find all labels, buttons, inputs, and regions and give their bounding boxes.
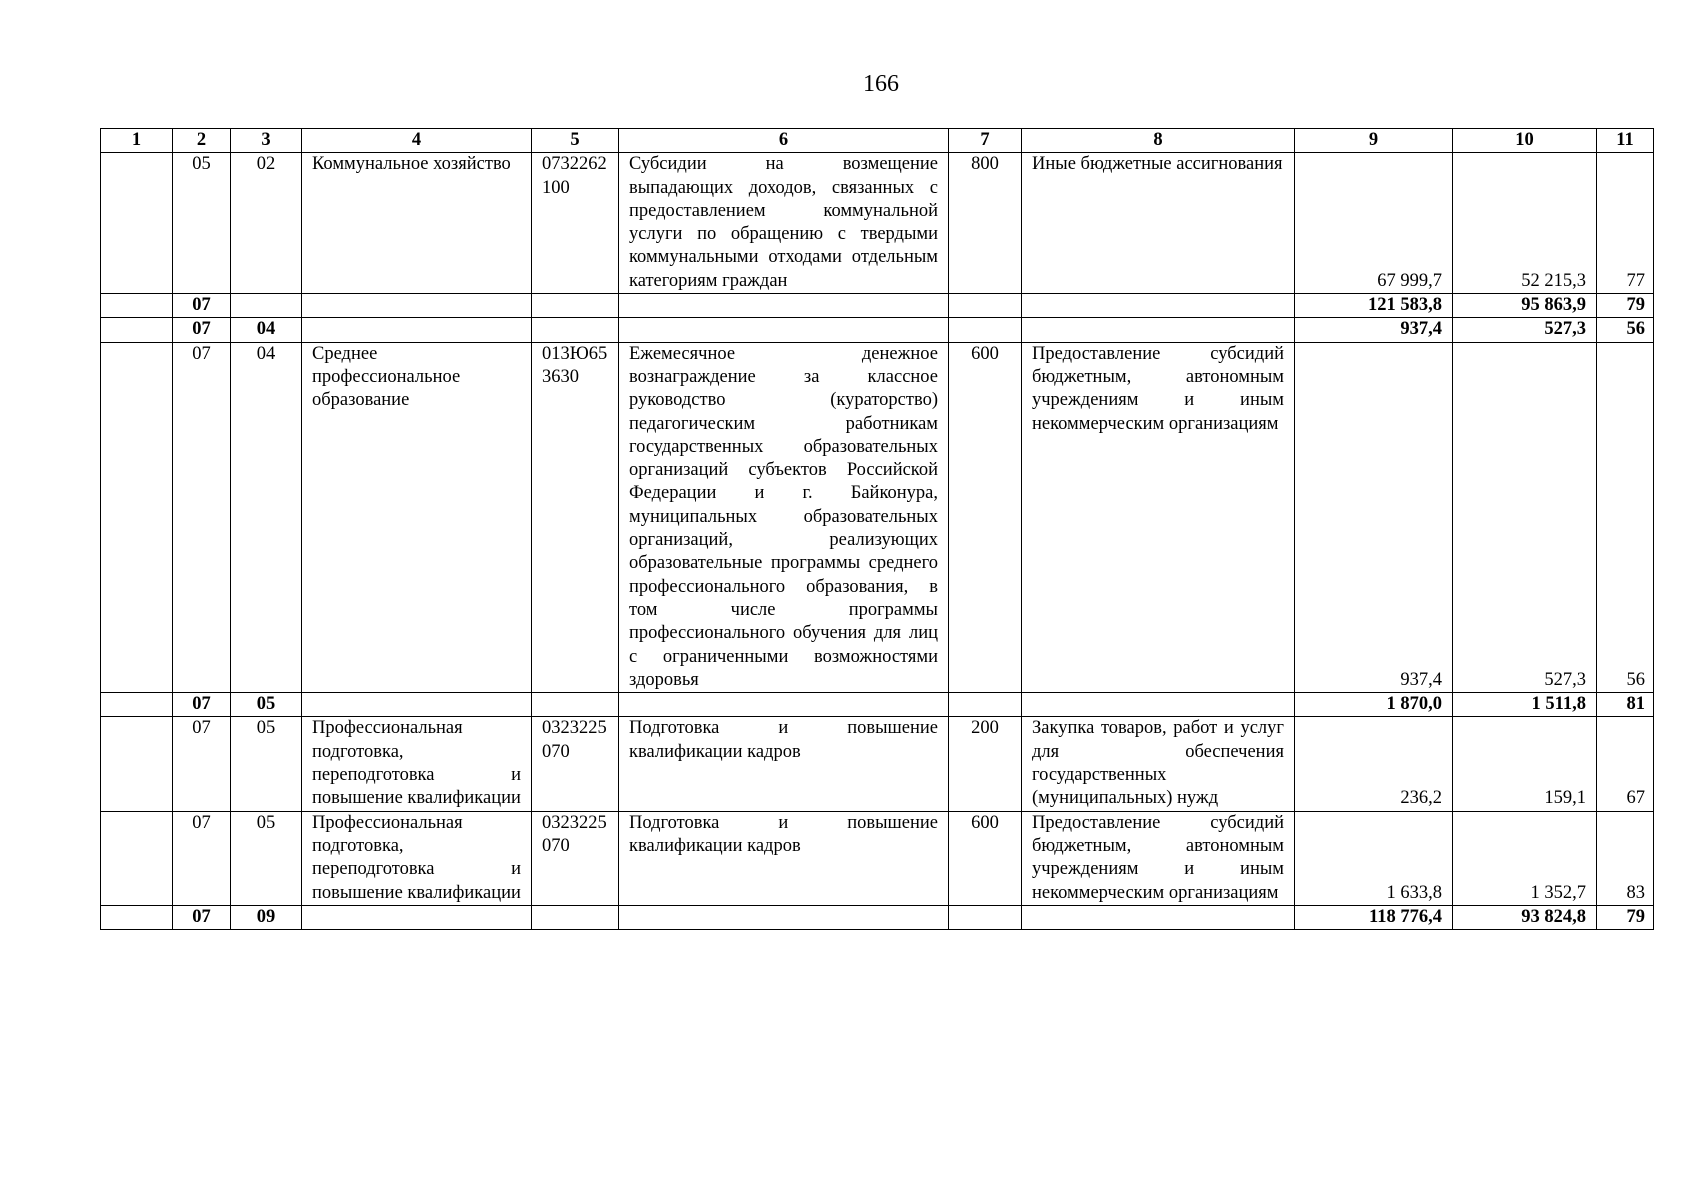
cell-section: 07 (173, 294, 231, 318)
header-cell: 4 (302, 129, 532, 153)
cell-percent: 79 (1597, 294, 1654, 318)
cell-target-code: 0323225070 (532, 717, 619, 811)
cell-subsection-name (302, 294, 532, 318)
cell-col-1 (101, 153, 173, 294)
cell-expense-type-name: Предоставление субсидий бюджетным, автономным учреждениям и иным некоммерческим организациям (1022, 811, 1295, 905)
header-cell: 11 (1597, 129, 1654, 153)
cell-target-name: Подготовка и повышение квалификации кадров (619, 717, 949, 811)
cell-target-code (532, 294, 619, 318)
cell-section: 05 (173, 153, 231, 294)
cell-subsection-name: Коммунальное хозяйство (302, 153, 532, 294)
cell-expense-type: 200 (949, 717, 1022, 811)
cell-target-name (619, 318, 949, 342)
cell-percent: 83 (1597, 811, 1654, 905)
cell-plan: 121 583,8 (1295, 294, 1453, 318)
cell-target-name: Субсидии на возмещение выпадающих доходов, связанных с предоставлением коммунальной услуги по обращению с твердыми коммунальными отходами отдельным категориям граждан (619, 153, 949, 294)
cell-expense-type-name: Закупка товаров, работ и услуг для обеспечения государственных (муниципальных) нужд (1022, 717, 1295, 811)
cell-actual: 1 352,7 (1453, 811, 1597, 905)
total-row (101, 693, 1654, 717)
cell-expense-type: 800 (949, 153, 1022, 294)
cell-subsection: 09 (231, 905, 302, 929)
cell-actual: 527,3 (1453, 318, 1597, 342)
cell-target-code: 013Ю653630 (532, 342, 619, 692)
cell-subsection: 05 (231, 693, 302, 717)
header-cell: 1 (101, 129, 173, 153)
header-cell: 10 (1453, 129, 1597, 153)
cell-subsection-name (302, 905, 532, 929)
cell-percent: 56 (1597, 318, 1654, 342)
cell-subsection: 05 (231, 811, 302, 905)
cell-expense-type (949, 318, 1022, 342)
header-row (101, 129, 1654, 153)
header-cell: 7 (949, 129, 1022, 153)
page-number: 166 (863, 71, 899, 97)
cell-subsection: 04 (231, 342, 302, 692)
cell-plan: 1 633,8 (1295, 811, 1453, 905)
cell-percent: 79 (1597, 905, 1654, 929)
total-row (101, 318, 1654, 342)
cell-actual: 95 863,9 (1453, 294, 1597, 318)
cell-expense-type-name (1022, 318, 1295, 342)
cell-subsection (231, 294, 302, 318)
cell-actual: 93 824,8 (1453, 905, 1597, 929)
header-cell: 9 (1295, 129, 1453, 153)
cell-target-code: 0323225070 (532, 811, 619, 905)
cell-target-code (532, 693, 619, 717)
cell-col-1 (101, 294, 173, 318)
cell-percent: 81 (1597, 693, 1654, 717)
cell-expense-type-name (1022, 693, 1295, 717)
cell-col-1 (101, 905, 173, 929)
cell-expense-type-name (1022, 905, 1295, 929)
table-row (101, 717, 1654, 811)
cell-expense-type-name (1022, 294, 1295, 318)
table-body (101, 153, 1654, 930)
cell-target-name: Подготовка и повышение квалификации кадров (619, 811, 949, 905)
header-cell: 8 (1022, 129, 1295, 153)
cell-section: 07 (173, 318, 231, 342)
cell-expense-type-name: Предоставление субсидий бюджетным, автономным учреждениям и иным некоммерческим организациям (1022, 342, 1295, 692)
cell-target-name (619, 905, 949, 929)
cell-target-code (532, 318, 619, 342)
cell-plan: 1 870,0 (1295, 693, 1453, 717)
cell-subsection-name: Среднее профессиональное образование (302, 342, 532, 692)
cell-actual: 527,3 (1453, 342, 1597, 692)
cell-target-name: Ежемесячное денежное вознаграждение за классное руководство (кураторство) педагогическим работникам государственных образовательных организаций субъектов Российской Федерации и г. Байконура, муниципальных образовательных организаций, реализующих образовательные программы среднего профессионального образования, в том числе программы профессионального обучения для лиц с ограниченными возможностями здоровья (619, 342, 949, 692)
cell-section: 07 (173, 717, 231, 811)
cell-expense-type-name: Иные бюджетные ассигнования (1022, 153, 1295, 294)
cell-plan: 118 776,4 (1295, 905, 1453, 929)
cell-section: 07 (173, 905, 231, 929)
cell-subsection: 02 (231, 153, 302, 294)
table-row (101, 811, 1654, 905)
cell-expense-type (949, 294, 1022, 318)
cell-expense-type: 600 (949, 342, 1022, 692)
cell-plan: 937,4 (1295, 318, 1453, 342)
cell-target-code (532, 905, 619, 929)
header-cell: 2 (173, 129, 231, 153)
cell-section: 07 (173, 811, 231, 905)
cell-section: 07 (173, 693, 231, 717)
cell-actual: 159,1 (1453, 717, 1597, 811)
cell-plan: 937,4 (1295, 342, 1453, 692)
header-cell: 6 (619, 129, 949, 153)
table-row (101, 153, 1654, 294)
cell-subsection-name: Профессиональная подготовка, переподготовка и повышение квалификации (302, 717, 532, 811)
cell-col-1 (101, 717, 173, 811)
cell-actual: 52 215,3 (1453, 153, 1597, 294)
cell-plan: 236,2 (1295, 717, 1453, 811)
cell-expense-type: 600 (949, 811, 1022, 905)
cell-target-name (619, 294, 949, 318)
table-row (101, 342, 1654, 692)
cell-target-name (619, 693, 949, 717)
cell-plan: 67 999,7 (1295, 153, 1453, 294)
cell-actual: 1 511,8 (1453, 693, 1597, 717)
cell-col-1 (101, 342, 173, 692)
cell-subsection: 04 (231, 318, 302, 342)
cell-expense-type (949, 693, 1022, 717)
cell-percent: 67 (1597, 717, 1654, 811)
cell-subsection-name (302, 693, 532, 717)
cell-percent: 56 (1597, 342, 1654, 692)
cell-percent: 77 (1597, 153, 1654, 294)
header-cell: 3 (231, 129, 302, 153)
cell-section: 07 (173, 342, 231, 692)
cell-col-1 (101, 693, 173, 717)
cell-col-1 (101, 811, 173, 905)
total-row (101, 294, 1654, 318)
total-row (101, 905, 1654, 929)
budget-table (100, 128, 1654, 930)
cell-subsection: 05 (231, 717, 302, 811)
header-cell: 5 (532, 129, 619, 153)
cell-target-code: 0732262100 (532, 153, 619, 294)
cell-subsection-name: Профессиональная подготовка, переподготовка и повышение квалификации (302, 811, 532, 905)
cell-subsection-name (302, 318, 532, 342)
cell-col-1 (101, 318, 173, 342)
cell-expense-type (949, 905, 1022, 929)
